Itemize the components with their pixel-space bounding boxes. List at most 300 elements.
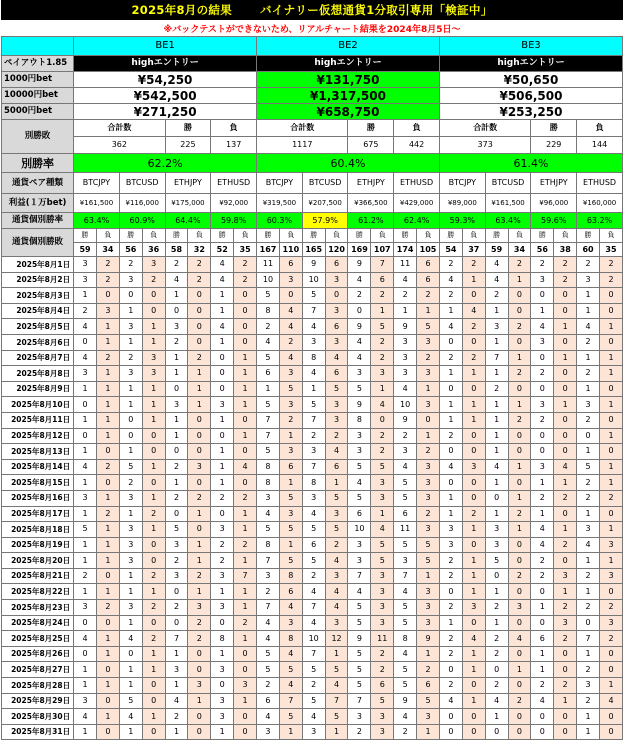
- day-loss: 1: [371, 303, 394, 319]
- day-win: 1: [485, 397, 508, 413]
- day-loss: 0: [508, 709, 531, 725]
- day-loss: 1: [188, 553, 211, 569]
- day-loss: 0: [599, 303, 622, 319]
- day-loss: 2: [508, 366, 531, 382]
- day-loss: 2: [188, 257, 211, 273]
- group-name: BE3: [439, 37, 622, 56]
- day-date: 2025年8月13日: [2, 444, 74, 460]
- day-win: 7: [394, 568, 417, 584]
- day-loss: 1: [96, 366, 119, 382]
- day-win: 2: [485, 600, 508, 616]
- day-win: 11: [394, 257, 417, 273]
- day-win: 3: [348, 537, 371, 553]
- day-loss: 0: [554, 724, 577, 740]
- day-loss: 2: [371, 288, 394, 304]
- day-loss: 0: [188, 428, 211, 444]
- day-loss: 0: [279, 288, 302, 304]
- day-win: 0: [531, 724, 554, 740]
- day-loss: 1: [188, 381, 211, 397]
- day-win: 5: [394, 475, 417, 491]
- day-win: 3: [577, 272, 600, 288]
- day-win: 0: [165, 584, 188, 600]
- day-loss: 0: [188, 303, 211, 319]
- day-win: 3: [302, 724, 325, 740]
- day-loss: 1: [234, 506, 257, 522]
- day-loss: 1: [96, 319, 119, 335]
- pair-wl-header-row: [2, 229, 623, 243]
- day-loss: 0: [599, 724, 622, 740]
- day-win: 1: [531, 475, 554, 491]
- day-win: 3: [302, 334, 325, 350]
- day-win: 2: [439, 428, 462, 444]
- day-win: 1: [211, 459, 234, 475]
- win-value: 225: [165, 137, 211, 154]
- day-date: 2025年8月7日: [2, 350, 74, 366]
- day-loss: 3: [279, 444, 302, 460]
- day-loss: 1: [462, 662, 485, 678]
- day-loss: 1: [96, 428, 119, 444]
- pair-wl-value: 34: [96, 243, 119, 257]
- day-win: 4: [257, 506, 280, 522]
- day-win: 0: [577, 615, 600, 631]
- day-win: 1: [165, 724, 188, 740]
- pair-wl-value: 36: [142, 243, 165, 257]
- day-win: 4: [211, 257, 234, 273]
- day-loss: 2: [188, 631, 211, 647]
- day-win: 3: [439, 537, 462, 553]
- day-win: 1: [74, 412, 97, 428]
- day-win: 1: [577, 709, 600, 725]
- day-row: [2, 428, 623, 444]
- pair-profit: ¥175,000: [165, 194, 211, 213]
- day-loss: 0: [508, 428, 531, 444]
- bet-amount: ¥271,250: [74, 104, 257, 120]
- day-loss: 3: [188, 459, 211, 475]
- day-loss: 1: [462, 584, 485, 600]
- day-date: 2025年8月31日: [2, 724, 74, 740]
- day-date: 2025年8月15日: [2, 475, 74, 491]
- day-win: 3: [348, 709, 371, 725]
- day-loss: 2: [371, 350, 394, 366]
- day-loss: 4: [279, 350, 302, 366]
- day-win: 0: [485, 568, 508, 584]
- day-win: 3: [119, 490, 142, 506]
- day-win: 3: [394, 366, 417, 382]
- pair-wl-value: 37: [462, 243, 485, 257]
- day-loss: 1: [234, 584, 257, 600]
- day-loss: 2: [371, 428, 394, 444]
- day-loss: 3: [142, 350, 165, 366]
- day-loss: 1: [96, 412, 119, 428]
- day-loss: 1: [371, 506, 394, 522]
- day-win: 0: [531, 709, 554, 725]
- day-win: 0: [211, 506, 234, 522]
- day-win: 0: [439, 662, 462, 678]
- day-win: 3: [211, 522, 234, 538]
- title-left: 2025年8月の結果: [131, 3, 232, 17]
- day-win: 8: [257, 475, 280, 491]
- day-win: 1: [165, 288, 188, 304]
- day-loss: 1: [96, 522, 119, 538]
- day-row: [2, 615, 623, 631]
- day-win: 1: [211, 303, 234, 319]
- day-win: 1: [74, 584, 97, 600]
- day-win: 3: [74, 257, 97, 273]
- loss-mark: 負: [508, 229, 531, 243]
- day-win: 2: [577, 475, 600, 491]
- day-win: 8: [302, 475, 325, 491]
- day-date: 2025年8月14日: [2, 459, 74, 475]
- day-loss: 1: [96, 381, 119, 397]
- day-win: 2: [577, 490, 600, 506]
- day-win: 0: [348, 303, 371, 319]
- day-win: 5: [257, 397, 280, 413]
- day-win: 4: [302, 506, 325, 522]
- day-date: 2025年8月20日: [2, 553, 74, 569]
- day-win: 1: [485, 615, 508, 631]
- day-win: 7: [348, 693, 371, 709]
- day-win: 8: [348, 412, 371, 428]
- day-win: 2: [211, 490, 234, 506]
- day-loss: 2: [371, 662, 394, 678]
- day-loss: 1: [508, 662, 531, 678]
- pair-wl-value: 105: [417, 243, 440, 257]
- day-win: 4: [439, 693, 462, 709]
- day-win: 4: [74, 709, 97, 725]
- day-win: 2: [211, 553, 234, 569]
- day-win: 1: [577, 506, 600, 522]
- loss-mark: 負: [96, 229, 119, 243]
- day-loss: 0: [508, 537, 531, 553]
- day-loss: 0: [142, 475, 165, 491]
- day-win: 1: [119, 303, 142, 319]
- day-win: 5: [302, 662, 325, 678]
- day-loss: 1: [599, 428, 622, 444]
- day-win: 4: [257, 709, 280, 725]
- day-loss: 1: [96, 397, 119, 413]
- day-win: 4: [257, 631, 280, 647]
- pair-wl-value: 35: [599, 243, 622, 257]
- day-loss: 3: [325, 397, 348, 413]
- day-win: 2: [257, 584, 280, 600]
- day-loss: 5: [325, 662, 348, 678]
- day-loss: 1: [599, 350, 622, 366]
- day-loss: 5: [279, 490, 302, 506]
- day-win: 2: [119, 350, 142, 366]
- pair-rate: 59.6%: [531, 213, 577, 229]
- day-win: 4: [577, 319, 600, 335]
- day-win: 2: [485, 678, 508, 694]
- day-loss: 3: [279, 506, 302, 522]
- day-win: 2: [257, 319, 280, 335]
- day-win: 2: [119, 257, 142, 273]
- total-header: 合計数: [257, 120, 348, 137]
- day-loss: 2: [417, 288, 440, 304]
- day-win: 5: [577, 459, 600, 475]
- day-loss: 2: [554, 272, 577, 288]
- day-loss: 0: [462, 678, 485, 694]
- day-win: 0: [211, 678, 234, 694]
- day-win: 0: [211, 428, 234, 444]
- bet-amount: ¥54,250: [74, 72, 257, 88]
- day-loss: 2: [508, 257, 531, 273]
- day-row: [2, 366, 623, 382]
- day-win: 4: [119, 631, 142, 647]
- day-win: 3: [211, 600, 234, 616]
- day-loss: 1: [417, 303, 440, 319]
- day-loss: 2: [96, 257, 119, 273]
- day-loss: 5: [325, 709, 348, 725]
- day-win: 0: [531, 288, 554, 304]
- day-loss: 0: [554, 506, 577, 522]
- day-win: 6: [394, 506, 417, 522]
- day-row: [2, 693, 623, 709]
- day-win: 7: [348, 568, 371, 584]
- day-date: 2025年8月23日: [2, 600, 74, 616]
- day-loss: 2: [188, 490, 211, 506]
- day-loss: 3: [188, 600, 211, 616]
- day-loss: 0: [599, 288, 622, 304]
- day-loss: 1: [462, 397, 485, 413]
- day-win: 2: [485, 381, 508, 397]
- day-win: 4: [348, 475, 371, 491]
- day-loss: 0: [188, 319, 211, 335]
- results-table: [1, 36, 623, 740]
- pair-wl-value: 169: [348, 243, 371, 257]
- day-win: 5: [257, 288, 280, 304]
- day-loss: 0: [234, 709, 257, 725]
- day-loss: 2: [371, 334, 394, 350]
- total-header: 合計数: [439, 120, 530, 137]
- day-win: 1: [439, 397, 462, 413]
- day-loss: 2: [234, 272, 257, 288]
- day-win: 4: [348, 272, 371, 288]
- day-win: 0: [211, 366, 234, 382]
- day-win: 2: [165, 334, 188, 350]
- day-loss: 1: [96, 631, 119, 647]
- day-loss: 3: [371, 584, 394, 600]
- day-row: [2, 303, 623, 319]
- day-loss: 2: [554, 600, 577, 616]
- pair-profit: ¥92,000: [211, 194, 257, 213]
- day-win: 3: [119, 366, 142, 382]
- day-win: 4: [394, 459, 417, 475]
- day-win: 9: [394, 693, 417, 709]
- day-win: 0: [165, 381, 188, 397]
- day-loss: 0: [599, 444, 622, 460]
- day-loss: 0: [508, 288, 531, 304]
- pair-wl-value: 52: [211, 243, 234, 257]
- day-loss: 0: [142, 288, 165, 304]
- day-win: 1: [485, 366, 508, 382]
- day-win: 1: [439, 506, 462, 522]
- day-win: 0: [165, 615, 188, 631]
- loss-mark: 負: [462, 229, 485, 243]
- day-loss: 0: [96, 693, 119, 709]
- day-loss: 1: [554, 319, 577, 335]
- pair-rate: 59.8%: [211, 213, 257, 229]
- day-loss: 1: [325, 475, 348, 491]
- day-win: 3: [257, 724, 280, 740]
- bet-amount: ¥131,750: [257, 72, 440, 88]
- day-loss: 3: [417, 615, 440, 631]
- day-loss: 12: [325, 631, 348, 647]
- day-win: 3: [119, 319, 142, 335]
- day-loss: 2: [96, 350, 119, 366]
- day-win: 1: [485, 444, 508, 460]
- pair-name: ETHUSD: [577, 173, 623, 194]
- day-win: 3: [165, 568, 188, 584]
- day-loss: 0: [508, 303, 531, 319]
- bet-label: 1000円bet: [2, 72, 74, 88]
- day-loss: 1: [417, 568, 440, 584]
- day-loss: 1: [142, 662, 165, 678]
- day-win: 2: [165, 257, 188, 273]
- day-win: 2: [302, 678, 325, 694]
- total-value: 362: [74, 137, 165, 154]
- day-loss: 6: [279, 257, 302, 273]
- day-win: 5: [302, 553, 325, 569]
- day-loss: 5: [371, 537, 394, 553]
- day-loss: 0: [599, 662, 622, 678]
- loss-mark: 負: [417, 229, 440, 243]
- day-win: 4: [302, 319, 325, 335]
- day-loss: 0: [554, 288, 577, 304]
- day-win: 4: [302, 615, 325, 631]
- day-win: 3: [577, 522, 600, 538]
- day-win: 4: [74, 631, 97, 647]
- day-loss: 1: [142, 459, 165, 475]
- day-win: 5: [394, 537, 417, 553]
- day-win: 1: [577, 724, 600, 740]
- day-win: 3: [531, 459, 554, 475]
- day-win: 2: [394, 428, 417, 444]
- day-win: 5: [348, 381, 371, 397]
- day-win: 2: [531, 678, 554, 694]
- day-loss: 0: [371, 412, 394, 428]
- day-loss: 4: [462, 631, 485, 647]
- day-win: 4: [439, 272, 462, 288]
- day-loss: 0: [142, 444, 165, 460]
- pair-name: BTCJPY: [74, 173, 120, 194]
- day-win: 6: [348, 506, 371, 522]
- day-win: 2: [577, 366, 600, 382]
- day-loss: 5: [279, 522, 302, 538]
- day-win: 0: [439, 709, 462, 725]
- day-row: [2, 288, 623, 304]
- day-win: 7: [165, 631, 188, 647]
- day-loss: 2: [188, 568, 211, 584]
- pair-wl-value: 38: [554, 243, 577, 257]
- day-loss: 0: [462, 615, 485, 631]
- day-row: [2, 381, 623, 397]
- day-loss: 5: [371, 553, 394, 569]
- pair-rate: 61.2%: [348, 213, 394, 229]
- day-win: 9: [394, 412, 417, 428]
- day-win: 4: [211, 272, 234, 288]
- day-loss: 6: [325, 366, 348, 382]
- loss-header: 負: [211, 120, 257, 137]
- total-header: 合計数: [74, 120, 165, 137]
- day-loss: 0: [462, 490, 485, 506]
- day-win: 0: [439, 444, 462, 460]
- day-win: 8: [394, 631, 417, 647]
- day-win: 1: [577, 381, 600, 397]
- day-loss: 0: [142, 724, 165, 740]
- day-win: 1: [74, 288, 97, 304]
- pair-name: BTCJPY: [439, 173, 485, 194]
- day-win: 2: [394, 288, 417, 304]
- day-win: 1: [485, 506, 508, 522]
- day-win: 1: [74, 678, 97, 694]
- day-loss: 1: [279, 428, 302, 444]
- day-loss: 5: [417, 693, 440, 709]
- day-date: 2025年8月9日: [2, 381, 74, 397]
- pair-wl-value: 34: [508, 243, 531, 257]
- day-win: 3: [211, 397, 234, 413]
- day-loss: 2: [462, 506, 485, 522]
- day-win: 1: [74, 444, 97, 460]
- day-loss: 0: [462, 444, 485, 460]
- day-loss: 3: [325, 303, 348, 319]
- loss-mark: 負: [279, 229, 302, 243]
- day-loss: 0: [142, 553, 165, 569]
- day-win: 3: [211, 709, 234, 725]
- day-win: 1: [577, 646, 600, 662]
- day-loss: 0: [462, 724, 485, 740]
- win-mark: 勝: [119, 229, 142, 243]
- day-win: 3: [531, 272, 554, 288]
- day-win: 2: [165, 553, 188, 569]
- day-win: 1: [577, 288, 600, 304]
- day-win: 5: [394, 678, 417, 694]
- day-loss: 0: [599, 646, 622, 662]
- spreadsheet: [1, 0, 623, 740]
- pair-rate: 57.9%: [302, 213, 348, 229]
- day-loss: 3: [554, 568, 577, 584]
- pair-wl-value: 60: [577, 243, 600, 257]
- day-loss: 2: [234, 615, 257, 631]
- day-win: 6: [257, 366, 280, 382]
- day-loss: 6: [325, 257, 348, 273]
- day-win: 1: [74, 381, 97, 397]
- day-win: 2: [211, 537, 234, 553]
- day-loss: 3: [371, 568, 394, 584]
- day-win: 0: [439, 475, 462, 491]
- day-win: 4: [302, 584, 325, 600]
- day-win: 2: [165, 709, 188, 725]
- day-loss: 4: [599, 693, 622, 709]
- day-win: 7: [302, 600, 325, 616]
- day-win: 7: [577, 631, 600, 647]
- day-win: 9: [348, 631, 371, 647]
- day-loss: 1: [142, 709, 165, 725]
- day-loss: 1: [599, 319, 622, 335]
- day-win: 4: [394, 272, 417, 288]
- day-loss: 2: [142, 272, 165, 288]
- day-loss: 6: [417, 272, 440, 288]
- day-win: 6: [302, 537, 325, 553]
- day-win: 3: [531, 397, 554, 413]
- day-win: 6: [257, 693, 280, 709]
- day-win: 1: [485, 303, 508, 319]
- day-win: 2: [165, 490, 188, 506]
- day-date: 2025年8月26日: [2, 646, 74, 662]
- day-loss: 5: [279, 662, 302, 678]
- day-win: 1: [577, 444, 600, 460]
- day-win: 1: [577, 303, 600, 319]
- day-loss: 1: [508, 350, 531, 366]
